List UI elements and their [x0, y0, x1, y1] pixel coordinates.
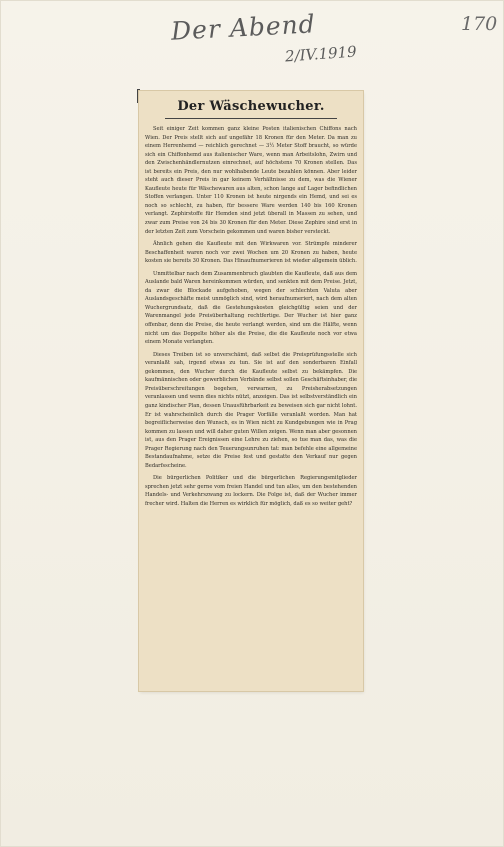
handwritten-source: Der Abend — [170, 9, 317, 46]
article-paragraph: Ähnlich gehen die Kaufleute mit den Wirkwaren vor. Strümpfe minderer Beschaffenheit waren noch vor zwei Wochen um 20 Kronen zu haben, heute kosten sie bereits 30 Kronen. Das Hinaufnumerieren ist wieder allgemein üblich. — [145, 241, 357, 265]
article-paragraph: Unmittelbar nach dem Zusammenbruch glaubten die Kaufleute, daß aus dem Auslande bald Waren hereinkommen würden, und senkten mit dem Preise. Jetzt, da zwar die Blockade aufgehoben, wegen der schlechten Valuta aber Auslandsgeschäfte meist unmöglich sind, wird heraufnumeriert, nach dem alten Wuchergrundsatz, daß die Gestehungskosten gleichgültig seien und der Warenmangel jede Preisüberhaltung rechtfertige. Der Wucher ist hier ganz offenbar, denn die Preise, die heute verlangt werden, sind um die Hälfte, wenn nicht um das Doppelte höher als die Preise, die die Kaufleute noch vor etwa einem Monate verlangten. — [145, 270, 357, 346]
handwritten-page-number: 170 — [461, 13, 498, 35]
article-body — [145, 125, 357, 687]
article-title: Der Wäschewucher. — [177, 99, 325, 114]
handwritten-date: 2/IV.1919 — [284, 42, 358, 66]
article-paragraph: Die bürgerlichen Politiker und die bürgerlichen Regierungsmitglieder sprechen jetzt sehr gerne vom freien Handel und tun alles, um den bestehenden Handels- und Verkehrszwang zu lockern. Die Folge ist, daß der Wucher immer frecher wird. Halten die Herren es wirklich für möglich, daß es so weiter geht? — [145, 475, 357, 507]
newspaper-clipping — [139, 91, 363, 691]
article-paragraph: Seit einiger Zeit kommen ganz kleine Posten italienischen Chiffons nach Wien. Der Preis stellt sich auf ungefähr 18 Kronen für den Meter. Da man zu einem Herrenhemd — reichlich gerechnet — 3½ Meter Stoff braucht, so würde sich ein Chiffonhemd aus italienischer Ware, wenn man Arbeitslohn, Zwirn und den Zwischenhändlernutzen einrechnet, auf höchstens 70 Kronen stellen. Das ist bereits ein Preis, den nur wohlhabende Leute bezahlen können. Aber leider steht auch dieser Preis in gar keinem Verhältnisse zu dem, was die Wiener Kaufleute heute für Wäschewaren aus alten, schon lange auf Lager befindlichen Stoffen verlangen. Unter 110 Kronen ist heute nirgends ein Hemd, und sei es noch so schlecht, zu haben, für bessere Ware werden 140 bis 160 Kronen verlangt. Zephirstoffe für Hemden sind jetzt überall in Massen zu sehen, und zwar zum Preise von 24 bis 30 Kronen für den Meter. Diese Zephire sind erst in der letzten Zeit zum Vorschein gekommen und waren bisher versteckt. — [145, 126, 357, 235]
article-paragraph: Dieses Treiben ist so unverschämt, daß selbst die Preisprüfungsstelle sich veranlaßt sah, irgend etwas zu tun. Sie ist auf den sonderbaren Einfall gekommen, den Wucher durch die Kaufleute selbst zu bekämpfen. Die kaufmännischen oder gewerblichen Verbände selbst sollen Geschäftsinhaber, die Preisüberschreitungen begehen, verwarnen, zu Preisherabsetzungen veranlassen und wenn dies nichts nützt, anzeigen. Das ist selbstverständlich ein ganz kindischer Plan, dessen Unausführbarkeit zu beweisen sich gar nicht lohnt. Er ist wahrscheinlich durch die Prager Vorfälle veranlaßt worden. Man hat begreiflicherweise den Wunsch, es in Wien nicht zu Kundgebungen wie in Prag kommen zu lassen und will daher guten Willen zeigen. Wenn man aber gesonnen ist, aus den Prager Ereignissen eine Lehre zu ziehen, so tue man das, was die Prager Regierung nach den Teuerungsunruhen tat: man befehle eine allgemeine Bestandaufnahme, setze die Preise fest und gestatte den Verkauf nur gegen Bedarfsscheine. — [145, 351, 357, 469]
title-underline — [165, 118, 337, 119]
